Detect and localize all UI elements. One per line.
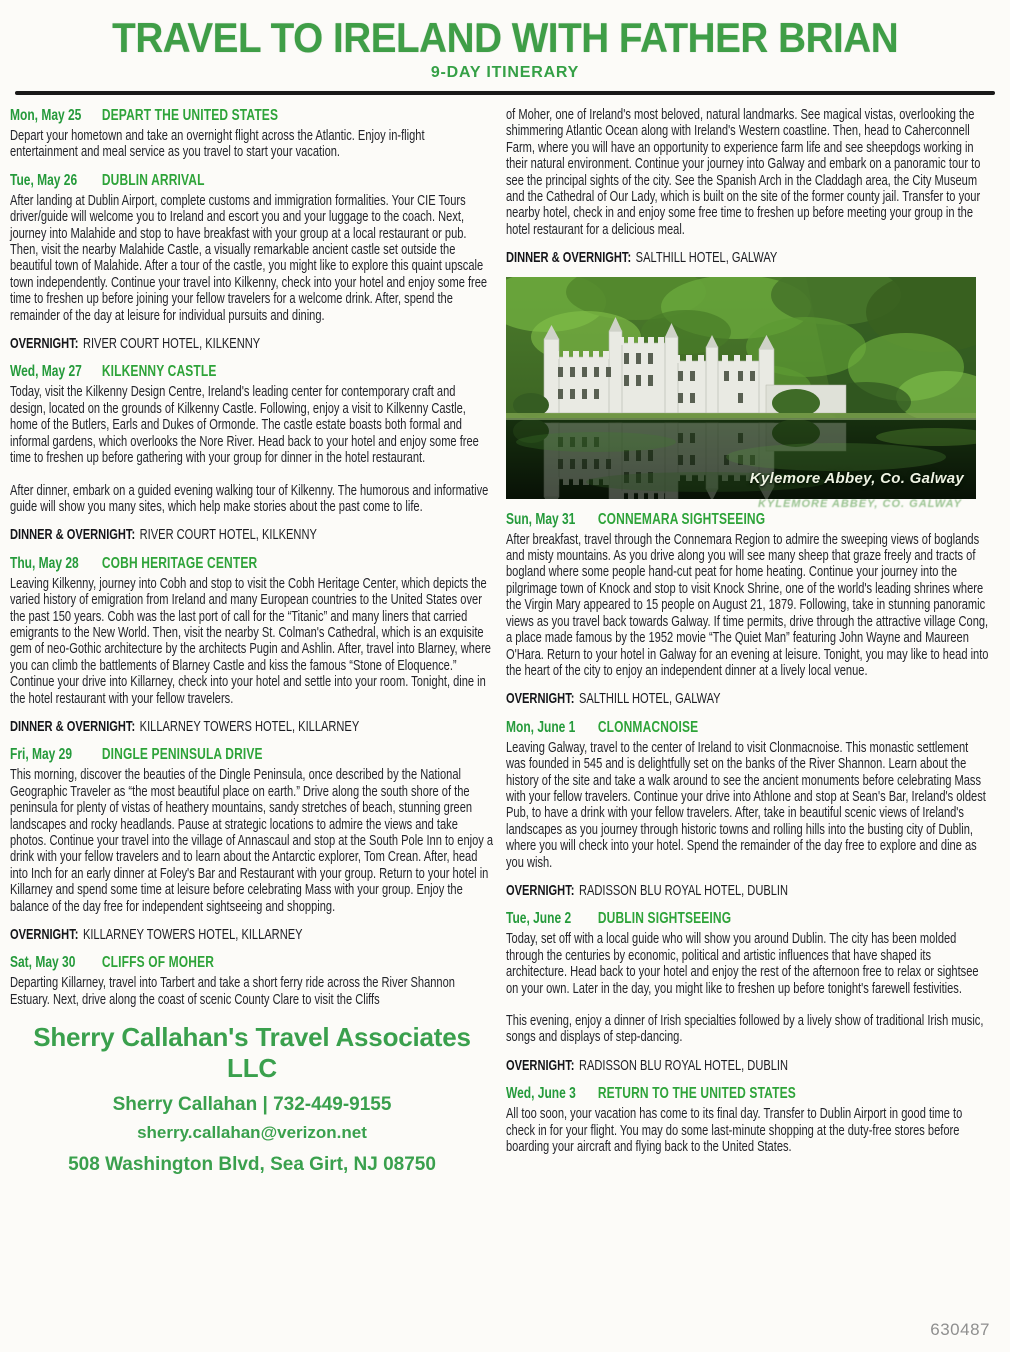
day-heading bbox=[506, 719, 990, 737]
day-title: CONNEMARA SIGHTSEEING bbox=[597, 510, 766, 528]
day-date: Tue, June 2 bbox=[506, 910, 572, 928]
day-paragraph: Today, set off with a local guide who will show you around Dublin. The city has been molded through the centuries by economic, political and artistic influences that have shaped its architecture. Head back to your hotel and enjoy the rest of the afternoon free to relax or sightsee on your own. Later in the day, you might like to freshen up before tonight's farewell festivities. bbox=[506, 931, 979, 997]
right-column bbox=[506, 107, 990, 1155]
note-value: RIVER COURT HOTEL, KILKENNY bbox=[82, 336, 261, 353]
note-label: OVERNIGHT: bbox=[10, 927, 79, 944]
day-paragraph: After landing at Dublin Airport, complete customs and immigration formalities. Your CIE Tours driver/guide will welcome you to Ireland and escort you and your luggage to the coach. Next, journey into Malahide and stop to have breakfast with your group at a local restaurant or pub. Then, visit the nearby Malahide Castle, a visually remarkable ancient castle set outside the beautiful town of Malahide. After a tour of the castle, you might like to explore this quaint upscale town independently. Continue your travel into Kilkenny, check into your hotel and enjoy some free time to freshen up before joining your fellow travelers for a welcome drink. After, spend the remainder of the day at leisure for individual pursuits and dining. bbox=[10, 192, 488, 324]
day-title: COBH HERITAGE CENTER bbox=[101, 554, 258, 572]
overnight-note bbox=[10, 527, 494, 543]
day-paragraph: After breakfast, travel through the Connemara Region to admire the sweeping views of boglands and misty mountains. As you drive along you will see many sheep that graze freely and tracts of bogland where some people hand-cut peat for home heating. Continue your journey into the pilgrimage town of Knock and stop to visit Knock Shrine, one of the world's leading shrines where the Virgin Mary appeared to 15 people on August 21, 1879. Following, take in stunning panoramic views as you travel back towards Galway. If time permits, drive through the attractive village Cong, a place made famous by the 1952 movie “The Quiet Man” featuring John Wayne and Maureen O'Hara. Return to your hotel in Galway for an evening at leisure. Tonight, you may like to head into the heart of the city to enjoy an independent dinner at a lively local venue. bbox=[506, 531, 989, 679]
day-title: CLONMACNOISE bbox=[597, 718, 699, 736]
overnight-note bbox=[506, 250, 990, 266]
kylemore-abbey-illustration bbox=[506, 277, 976, 499]
agency-address: 508 Washington Blvd, Sea Girt, NJ 08750 bbox=[68, 1154, 436, 1176]
day-title: DUBLIN SIGHTSEEING bbox=[597, 910, 732, 928]
day-heading bbox=[506, 511, 990, 529]
day-date: Wed, May 27 bbox=[10, 363, 82, 381]
note-value: KILLARNEY TOWERS HOTEL, KILLARNEY bbox=[139, 718, 360, 735]
day-date: Thu, May 28 bbox=[10, 554, 79, 572]
day-paragraph: Today, visit the Kilkenny Design Centre, Ireland's leading center for contemporary craft and design, located on the grounds of Kilkenny Castle. Following, enjoy a visit to Kilkenny Castle, home of the Butlers, Earls and Dukes of Ormonde. The castle estate boasts both formal and informal gardens, which overlooks the Nore River. Head back to your hotel and enjoy some free time to freshen up before gathering with your group for dinner in the hotel restaurant. bbox=[10, 384, 479, 467]
day-paragraph: Depart your hometown and take an overnight flight across the Atlantic. Enjoy in-flight entertainment and meal service as you travel to start your vacation. bbox=[10, 128, 425, 161]
left-column bbox=[10, 107, 494, 1176]
note-value: RIVER COURT HOTEL, KILKENNY bbox=[139, 527, 317, 544]
day-title: RETURN TO THE UNITED STATES bbox=[597, 1085, 796, 1103]
day-date: Fri, May 29 bbox=[10, 746, 73, 764]
day-title: DINGLE PENINSULA DRIVE bbox=[101, 746, 263, 764]
overnight-note bbox=[506, 1058, 990, 1074]
note-label: DINNER & OVERNIGHT: bbox=[10, 718, 136, 735]
note-value: RADISSON BLU ROYAL HOTEL, DUBLIN bbox=[578, 882, 789, 899]
day-date: Sun, May 31 bbox=[506, 510, 576, 528]
agency-phone: Sherry Callahan | 732-449-9155 bbox=[112, 1094, 392, 1116]
day-date: Mon, June 1 bbox=[506, 718, 576, 736]
note-value: KILLARNEY TOWERS HOTEL, KILLARNEY bbox=[82, 927, 303, 944]
note-label: OVERNIGHT: bbox=[10, 336, 79, 353]
document-header bbox=[0, 0, 1010, 95]
overnight-note bbox=[10, 927, 494, 943]
day-heading bbox=[10, 555, 494, 573]
agency-name: Sherry Callahan's Travel Associates LLC bbox=[33, 1022, 471, 1084]
day-heading bbox=[506, 910, 990, 928]
overnight-note bbox=[506, 883, 990, 899]
day-title: DUBLIN ARRIVAL bbox=[101, 171, 205, 189]
day-paragraph: All too soon, your vacation has come to its final day. Transfer to Dublin Airport in good time to check in for your flight. You may do some last-minute shopping at the duty-free stores before boarding your aircraft and flying back to the United States. bbox=[506, 1106, 963, 1156]
note-label: OVERNIGHT: bbox=[506, 882, 575, 899]
day-paragraph: After dinner, embark on a guided evening walking tour of Kilkenny. The humorous and informative guide will show you many sites, which help make stories about the past come to life. bbox=[10, 482, 489, 515]
day-date: Sat, May 30 bbox=[10, 954, 76, 972]
day-paragraph: This morning, discover the beauties of the Dingle Peninsula, once described by the National Geographic Traveler as “the most beautiful place on earth.” Drive along the south shore of the peninsula for plenty of vistas of heathery mountains, sandy stretches of beach, stunning green landscapes and rocky headlands. Pause at strategic locations to admire the views and take photos. Continue your travel into the village of Annascaul and stop at the South Pole Inn to enjoy a drink with your fellow travelers and to learn about the Antarctic explorer, Tom Crean. After, head into Inch for an early dinner at Foley's Bar and Restaurant with your group. Return to your hotel in Killarney and spend some time at leisure before celebrating Mass with your group. Enjoy the balance of the day free for independent sightseeing and shopping. bbox=[10, 767, 494, 915]
day-heading bbox=[10, 746, 494, 764]
note-value: RADISSON BLU ROYAL HOTEL, DUBLIN bbox=[578, 1057, 789, 1074]
right-column-text-top bbox=[506, 107, 990, 267]
day-paragraph: This evening, enjoy a dinner of Irish specialties followed by a lively show of traditional Irish music, songs and displays of step-dancing. bbox=[506, 1013, 984, 1046]
note-label: DINNER & OVERNIGHT: bbox=[10, 527, 136, 544]
note-label: DINNER & OVERNIGHT: bbox=[506, 250, 632, 267]
day-heading bbox=[10, 107, 494, 125]
page-title: TRAVEL TO IRELAND WITH FATHER BRIAN bbox=[111, 14, 899, 61]
note-label: OVERNIGHT: bbox=[506, 1057, 575, 1074]
note-value: SALTHILL HOTEL, GALWAY bbox=[635, 250, 778, 267]
continuation-paragraph: of Moher, one of Ireland's most beloved, natural landmarks. See magical vistas, overlooking the shimmering Atlantic Ocean along with Ireland's Western coastline. Then, head to Caherconnell Farm, where you will have an opportunity to experience farm life and see sheepdogs working in their natural environment. Continue your journey into Galway and embark on a panoramic tour to see the principal sights of the city. See the Spanish Arch in the Claddagh area, the City Museum and the Cathedral of Our Lady, which is built on the site of the former county jail. Transfer to your nearby hotel, check in and enjoy some free time to freshen up before meeting your group in the hotel restaurant for a delicious meal. bbox=[506, 107, 981, 238]
day-paragraph: Departing Killarney, travel into Tarbert and take a short ferry ride across the River Shannon Estuary. Next, drive along the coast of scenic County Clare to visit the Cliffs bbox=[10, 975, 455, 1008]
day-heading bbox=[506, 1085, 990, 1103]
photo-caption-ghost: KYLEMORE ABBEY, CO. GALWAY bbox=[757, 497, 962, 510]
day-paragraph: Leaving Kilkenny, journey into Cobh and stop to visit the Cobh Heritage Center, which depicts the varied history of emigration from Ireland and many European countries to the United States over the past 150 years. Cobh was the last port of call for the “Titanic” and many liners that carried emigrants to the New World. Then, visit the nearby St. Colman's Cathedral, which is an exquisite gem of neo-Gothic architecture by the architects Pugin and Ashlin. After, travel into Blarney, where you can climb the battlements of Blarney Castle and kiss the famous “Stone of Eloquence.” Continue your drive into Killarney, check into your hotel and settle into your room. Tonight, dine in the hotel restaurant with your fellow travelers. bbox=[10, 575, 491, 707]
day-date: Wed, June 3 bbox=[506, 1085, 576, 1103]
day-date: Tue, May 26 bbox=[10, 171, 78, 189]
day-heading bbox=[10, 954, 494, 972]
photo-caption: Kylemore Abbey, Co. Galway bbox=[749, 469, 964, 487]
two-column-layout bbox=[0, 95, 1010, 1176]
overnight-note bbox=[10, 336, 494, 352]
day-heading bbox=[10, 363, 494, 381]
day-title: KILKENNY CASTLE bbox=[101, 363, 217, 381]
overnight-note bbox=[10, 719, 494, 735]
day-heading bbox=[10, 172, 494, 190]
agency-footer bbox=[10, 1022, 494, 1176]
agency-email: sherry.callahan@verizon.net bbox=[137, 1123, 367, 1143]
left-column-text bbox=[10, 107, 494, 1008]
day-title: CLIFFS OF MOHER bbox=[101, 954, 215, 972]
shoreline bbox=[506, 413, 976, 418]
right-column-text-bottom bbox=[506, 511, 990, 1156]
day-date: Mon, May 25 bbox=[10, 107, 82, 124]
note-value: SALTHILL HOTEL, GALWAY bbox=[578, 691, 721, 708]
page-subtitle: 9-DAY ITINERARY bbox=[430, 64, 580, 81]
day-paragraph: Leaving Galway, travel to the center of Ireland to visit Clonmacnoise. This monastic settlement was founded in 545 and is delightfully set on the banks of the River Shannon. Learn about the history of the site and take a walk around to see the ancient monuments before celebrating Mass with your fellow travelers. Continue your drive into Athlone and stop at Sean's Bar, Ireland's oldest Pub, to have a drink with your fellow travelers. After, take in beautiful scenic views of Ireland's landscapes as you journey through historic towns and rolling hills into the busting city of Dublin, where you will check into your hotel. Spend the remainder of the day free to explore and dine as you wish. bbox=[506, 739, 986, 871]
day-title: DEPART THE UNITED STATES bbox=[101, 107, 279, 124]
note-label: OVERNIGHT: bbox=[506, 691, 575, 708]
kylemore-abbey-photo bbox=[506, 277, 976, 510]
page-code: 630487 bbox=[930, 1320, 990, 1339]
overnight-note bbox=[506, 691, 990, 707]
